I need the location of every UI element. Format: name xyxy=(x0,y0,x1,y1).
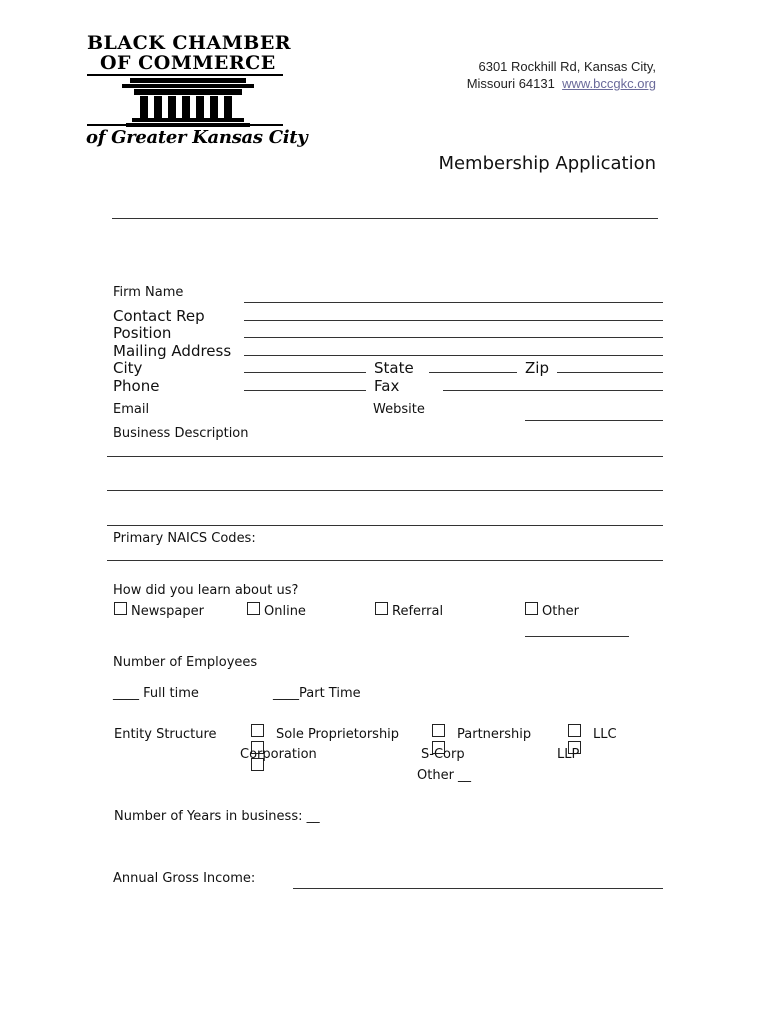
referral-checkbox[interactable] xyxy=(375,602,388,615)
other-label: Other xyxy=(542,604,579,619)
online-label: Online xyxy=(264,604,306,619)
state-label: State xyxy=(374,359,414,377)
entity-other-field[interactable]: Other __ xyxy=(417,768,472,783)
firm-name-field[interactable] xyxy=(244,302,663,303)
logo-line-1: BLACK CHAMBER xyxy=(87,32,292,54)
city-field[interactable] xyxy=(244,372,366,373)
page-title: Membership Application xyxy=(438,153,656,174)
phone-label: Phone xyxy=(113,377,160,395)
llc-checkbox[interactable] xyxy=(568,724,581,737)
annual-gross-income-label: Annual Gross Income: xyxy=(113,871,256,886)
naics-label: Primary NAICS Codes: xyxy=(113,531,256,546)
address-line-2 xyxy=(467,76,656,91)
zip-label: Zip xyxy=(525,359,549,377)
building-icon xyxy=(118,76,258,128)
position-field[interactable] xyxy=(244,337,663,338)
annual-gross-income-field[interactable] xyxy=(293,888,663,889)
state-field[interactable] xyxy=(429,372,517,373)
llp-label: LLP xyxy=(557,747,580,762)
website-field[interactable] xyxy=(525,420,663,421)
part-time-field[interactable]: ____Part Time xyxy=(273,686,361,701)
partnership-checkbox[interactable] xyxy=(432,724,445,737)
email-label: Email xyxy=(113,402,150,417)
city-label: City xyxy=(113,359,143,377)
title-rule xyxy=(112,218,658,219)
contact-rep-label: Contact Rep xyxy=(113,307,205,325)
position-label: Position xyxy=(113,324,172,342)
zip-field[interactable] xyxy=(557,372,663,373)
website-label: Website xyxy=(373,402,425,417)
other-field[interactable] xyxy=(525,636,629,637)
mailing-address-field[interactable] xyxy=(244,355,663,356)
firm-name-label: Firm Name xyxy=(113,285,184,300)
corporation-label: Corporation xyxy=(240,747,317,762)
referral-label: Referral xyxy=(392,604,444,619)
full-time-field[interactable]: ____ Full time xyxy=(113,686,199,701)
naics-field[interactable] xyxy=(107,560,663,561)
business-description-label: Business Description xyxy=(113,426,249,441)
address-city: Missouri 64131 xyxy=(466,76,555,91)
logo-line-2: OF COMMERCE xyxy=(100,52,276,74)
business-description-line-2[interactable] xyxy=(107,490,663,491)
partnership-label: Partnership xyxy=(457,727,532,742)
contact-rep-field[interactable] xyxy=(244,320,663,321)
fax-field[interactable] xyxy=(443,390,663,391)
business-description-line-3[interactable] xyxy=(107,525,663,526)
address-line-1: 6301 Rockhill Rd, Kansas City, xyxy=(478,59,656,74)
llc-label: LLC xyxy=(593,727,617,742)
newspaper-checkbox[interactable] xyxy=(114,602,127,615)
online-checkbox[interactable] xyxy=(247,602,260,615)
logo-line-3: of Greater Kansas City xyxy=(86,127,308,148)
newspaper-label: Newspaper xyxy=(131,604,204,619)
entity-structure-label: Entity Structure xyxy=(114,727,217,742)
phone-field[interactable] xyxy=(244,390,366,391)
website-link[interactable]: www.bccgkc.org xyxy=(562,76,656,91)
years-in-business-field[interactable]: Number of Years in business: __ xyxy=(114,809,320,824)
learn-question: How did you learn about us? xyxy=(113,583,299,598)
business-description-line-1[interactable] xyxy=(107,456,663,457)
mailing-address-label: Mailing Address xyxy=(113,342,232,360)
sole-proprietorship-checkbox[interactable] xyxy=(251,724,264,737)
sole-proprietorship-label: Sole Proprietorship xyxy=(276,727,400,742)
fax-label: Fax xyxy=(374,377,400,395)
logo-rule-bottom xyxy=(87,124,283,126)
s-corp-label: S-Corp xyxy=(421,747,465,762)
other-checkbox[interactable] xyxy=(525,602,538,615)
employees-label: Number of Employees xyxy=(113,655,258,670)
